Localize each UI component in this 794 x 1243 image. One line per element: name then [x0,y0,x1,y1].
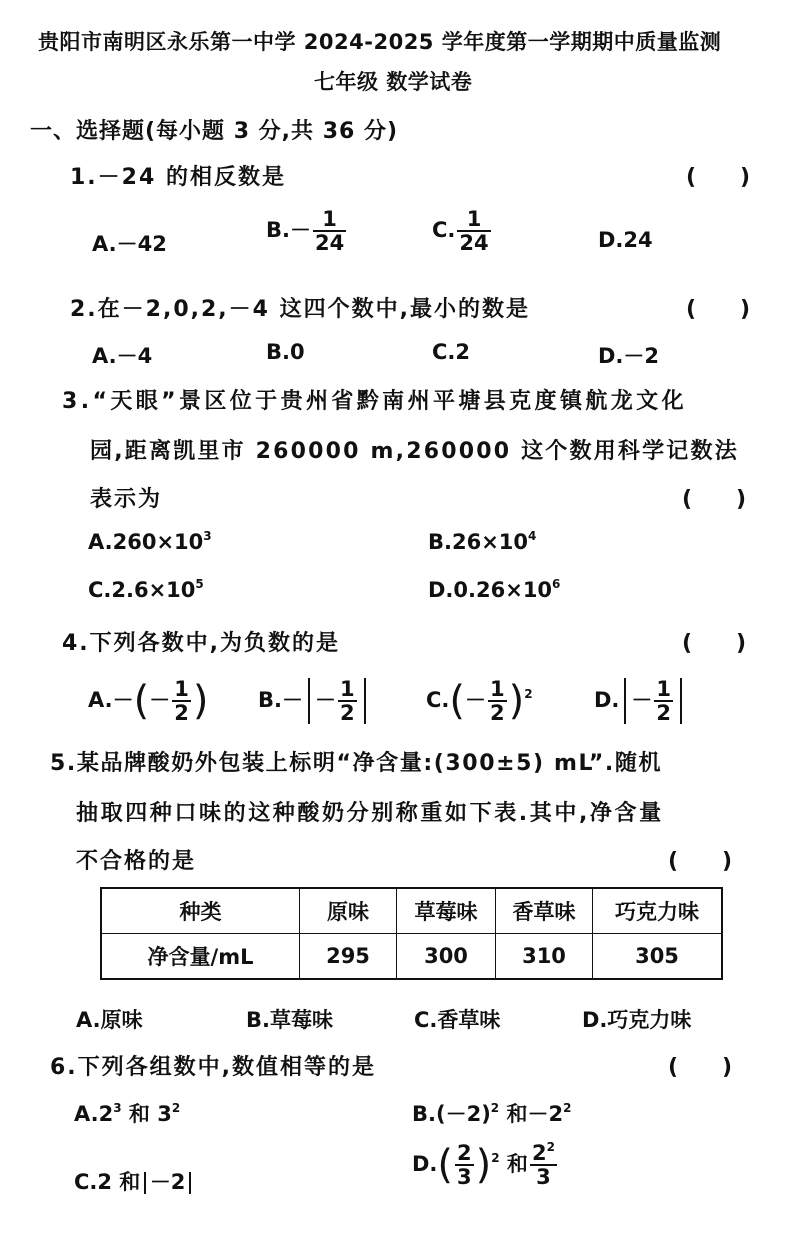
fraction [313,208,346,254]
question-5-line-1: 5.某品牌酸奶外包装上标明“净含量:(300±5) mL”.随机 [50,751,663,776]
fraction [654,678,673,724]
minus-sign: － [149,688,171,713]
q3-option-c [88,578,204,602]
q3-option-d-base: D.0.26×10 [428,578,553,602]
answer-blank-1[interactable]: ( ) [686,165,751,190]
q3-option-d-exponent: 6 [552,577,561,591]
option-label: D. [594,688,620,713]
q6-option-a [74,1098,180,1128]
numerator: 1 [490,677,505,701]
table-cell: 305 [593,934,723,980]
table-cell: 300 [397,934,496,980]
q4-option-a [88,678,208,724]
table-row [101,934,722,980]
numerator: 1 [457,208,490,232]
table-cell: 295 [300,934,397,980]
q2-option-c: C.2 [432,340,471,364]
denominator: 24 [314,231,345,256]
exam-subtitle: 七年级 数学试卷 [314,70,473,94]
abs-bar [680,678,682,724]
q1-option-b [266,208,348,254]
q3-option-b-base: B.26×10 [428,530,529,554]
abs-bar [189,1172,191,1194]
text: A.2 [74,1102,114,1126]
answer-blank-4[interactable]: ( ) [682,631,747,656]
q1-option-c-prefix: C. [432,218,456,243]
question-2-stem: 2.在－2,0,2,－4 这四个数中,最小的数是 [70,297,530,322]
question-6-stem: 6.下列各组数中,数值相等的是 [50,1055,377,1080]
table-header-cell: 种类 [101,888,300,934]
q2-option-a: A.－4 [92,344,153,368]
exponent: 2 [491,1151,500,1166]
option-label: A. [88,688,113,713]
abs-bar [308,678,310,724]
table-cell: 净含量/mL [101,934,300,980]
question-5-line-2: 抽取四种口味的这种酸奶分别称重如下表.其中,净含量 [76,801,664,826]
denominator: 2 [339,701,355,726]
text: 和 [499,1152,528,1177]
q3-option-b [428,530,536,554]
option-label: D. [412,1152,438,1177]
q2-option-d: D.－2 [598,344,660,368]
section-heading: 一、选择题(每小题 3 分,共 36 分) [30,119,399,144]
q1-option-a: A.－42 [92,232,167,256]
table-header-row [101,888,722,934]
table-header-cell: 原味 [300,888,397,934]
q5-option-c: C.香草味 [414,1008,501,1032]
q5-option-b: B.草莓味 [246,1008,333,1032]
left-paren: ( [449,678,465,725]
minus-sign: － [281,688,303,713]
left-paren: ( [133,678,150,725]
denominator: 2 [174,701,189,726]
fraction [488,678,507,724]
q3-option-a-base: A.260×10 [88,530,204,554]
abs-bar [364,678,366,724]
denominator: 3 [536,1165,551,1190]
exam-title: 贵阳市南明区永乐第一中学 2024-2025 学年度第一学期期中质量监测 [38,30,722,54]
fraction [455,1142,474,1188]
fraction [172,678,191,724]
minus-sign: － [465,688,486,713]
numerator [530,1142,557,1166]
option-label: C. [426,688,450,713]
answer-blank-2[interactable]: ( ) [686,297,751,322]
text: 和 3 [121,1102,172,1126]
fraction [530,1142,557,1188]
numerator: 1 [174,677,189,701]
numerator: 2 [457,1141,472,1165]
q6-option-c [74,1166,195,1196]
q1-option-b-prefix: B.－ [266,218,311,243]
q5-option-a: A.原味 [76,1008,143,1032]
q3-option-c-exponent: 5 [195,577,204,591]
q3-option-a [88,530,212,554]
exponent: 3 [113,1101,122,1115]
option-label: B. [258,688,282,713]
abs-bar [624,678,626,724]
right-paren: ) [475,1142,492,1189]
question-3-line-1: 3.“天眼”景区位于贵州省黔南州平塘县克度镇航龙文化 [62,389,687,414]
q1-option-c [432,208,493,254]
q3-option-b-exponent: 4 [528,529,537,543]
abs-bar [144,1172,146,1194]
table-cell: 310 [496,934,593,980]
q4-option-d [594,678,687,724]
question-5-line-3: 不合格的是 [76,849,197,874]
fraction [338,678,357,724]
text: 2 [531,1141,547,1165]
question-3-line-3: 表示为 [90,487,163,512]
text: 和－2 [499,1102,564,1126]
answer-blank-5[interactable]: ( ) [668,849,733,874]
numerator: 1 [656,677,672,701]
q1-option-d: D.24 [598,228,653,252]
question-1-stem: 1.－24 的相反数是 [70,165,286,190]
minus-sign: － [631,688,653,713]
denominator: 24 [459,231,489,256]
right-paren: ) [508,678,525,725]
answer-blank-6[interactable]: ( ) [668,1055,733,1080]
table-header-cell: 香草味 [496,888,593,934]
q3-option-a-exponent: 3 [203,529,212,543]
exponent: 2 [524,687,533,702]
q3-option-d [428,578,560,602]
exponent: 2 [490,1101,500,1115]
numerator: 1 [339,677,355,701]
minus-sign: － [314,688,336,713]
q5-option-d: D.巧克力味 [582,1008,692,1032]
answer-blank-3[interactable]: ( ) [682,487,747,512]
question-4-stem: 4.下列各数中,为负数的是 [62,631,341,656]
denominator: 2 [656,701,672,726]
q4-option-b [258,678,371,724]
net-content-table [100,887,723,980]
left-paren: ( [437,1142,454,1189]
exponent: 2 [563,1101,572,1115]
fraction [457,208,490,254]
text: －2 [149,1170,186,1194]
q6-option-d [412,1142,559,1188]
text: B.(－2) [412,1102,491,1126]
table-header-cell: 草莓味 [397,888,496,934]
text: C.2 和 [74,1170,141,1194]
exponent: 2 [171,1101,181,1115]
q3-option-c-base: C.2.6×10 [88,578,196,602]
question-3-line-2: 园,距离凯里市 260000 m,260000 这个数用科学记数法 [90,439,739,464]
right-paren: ) [192,678,209,725]
numerator: 1 [313,208,346,232]
q2-option-b: B.0 [266,340,305,364]
q4-option-c [426,678,533,724]
denominator: 3 [457,1165,472,1190]
minus-sign: － [112,688,134,713]
table-header-cell: 巧克力味 [593,888,723,934]
exponent: 2 [546,1140,555,1154]
denominator: 2 [490,701,505,726]
q6-option-b [412,1098,571,1128]
